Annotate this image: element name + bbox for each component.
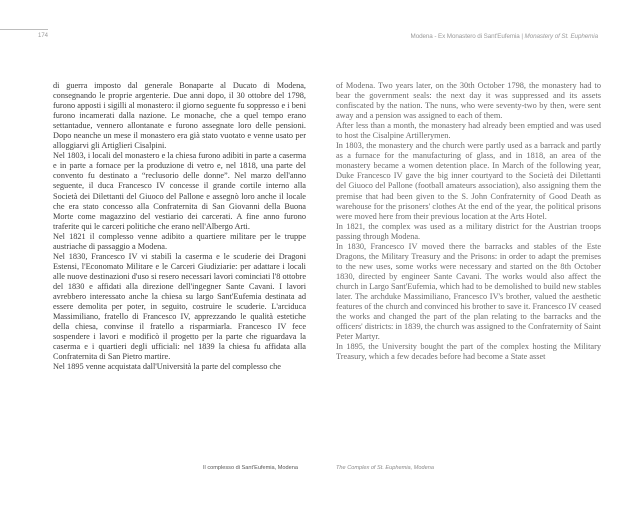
paragraph: Nel 1830, Francesco IV vi stabilì la caserma e le scuderie dei Dragoni Estensi, l'Economato Militare e le Carceri Giudiziarie: per adattare i locali alle nuove destinazioni d'uso si resero necessari lavori cominciati l'8 ottobre del 1830 e affidati alla direzione dell'ingegner Sante Cavani. I lavori avrebbero interessato anche la chiesa su largo Sant'Eufemia destinata ad essere demolita per poter, in seguito, costruire le scuderie. L'arciduca Massimiliano, fratello di Francesco IV, apprezzando le qualità estetiche della chiesa, convinse il fratello a risparmiarla. Francesco IV fece sospendere i lavori e modificò il progetto per la parte che riguardava la caserma e i quartieri degli ufficiali: nel 1839 la chiesa fu affidata alla Confraternita di San Pietro martire. (53, 251, 306, 362)
running-head-english: Monastery of St. Euphemia (524, 33, 598, 40)
footer-english: The Complex of St. Euphemia, Modena (336, 465, 434, 471)
paragraph: In 1830, Francesco IV moved there the barracks and stables of the Este Dragons, the Military Treasury and the Prisons: in order to adapt the premises to the new uses, some works were necessary and started on the 8th October 1830, directed by engineer Sante Cavani. The works would also affect the church in Largo Sant'Eufemia, which had to be demolished to build new stables later. The archduke Massimiliano, Francesco IV's brother, valued the aesthetic features of the church and convinced his brother to save it. Francesco IV ceased the works and changed the part of the plan relating to the barracks and the officers' districts: in 1839, the church was assigned to the Confraternity of Saint Peter Martyr. (336, 241, 601, 342)
paragraph: In 1821, the complex was used as a military district for the Austrian troops passing through Modena. (336, 221, 601, 241)
paragraph: After less than a month, the monastery had already been emptied and was used to host the Cisalpine Artillerymen. (336, 121, 601, 141)
paragraph: Nel 1821 il complesso venne adibito a quartiere militare per le truppe austriache di passaggio a Modena. (53, 231, 306, 251)
running-head-italian: Modena - Ex Monastero di Sant'Eufemia | (410, 33, 525, 40)
italian-text-column (53, 81, 306, 372)
paragraph: of Modena. Two years later, on the 30th October 1798, the monastery had to bear the government seals: the next day it was suppressed and its assets confiscated by the nation. The nuns, who were seventy-two by then, were sent away and a pension was assigned to each of them. (336, 81, 601, 121)
running-head (411, 33, 598, 40)
paragraph: di guerra imposto dal generale Bonaparte al Ducato di Modena, consegnando le proprie argenterie. Due anni dopo, il 30 ottobre del 1798, furono apposti i sigilli al monastero: il giorno seguente fu soppresso e i beni furono incamerati dalla nazione. Le monache, che a quel tempo erano settantadue, vennero allontanate e furono assegnate loro delle pensioni. Dopo neanche un mese il monastero era già stato vuotato e venne usato per alloggiarvi gli Artiglieri Cisalpini. (53, 81, 306, 151)
header-rule (0, 29, 48, 30)
paragraph: Nel 1803, i locali del monastero e la chiesa furono adibiti in parte a caserma e in parte a fornace per la produzione di vetro e, nel 1818, una parte del convento fu destinato a “reclusorio delle donne”. Nel marzo dell'anno seguente, il duca Francesco IV concesse il grande cortile interno alla Società dei Dilettanti del Giuoco del Pallone e assegnò loro anche il locale che era stato concesso alla Confraternita di San Giovanni della Buona Morte come magazzino del vestiario dei carcerati. A fine anno furono traferite qui le carceri politiche che erano nell'Albergo Arti. (53, 151, 306, 231)
page-number: 174 (37, 33, 48, 39)
english-text-column (336, 81, 601, 362)
paragraph: In 1803, the monastery and the church were partly used as a barrack and partly as a furnace for the manufacturing of glass, and in 1818, an area of the monastery became a women detention place. In March of the following year, Duke Francesco IV gave the big inner courtyard to the Società dei Dilettanti del Giuoco del Pallone (football amateurs association), also assigning them the premise that had been given to the S. John Confraternity of Good Death as warehouse for the prisoners' clothes At the end of the year, the political prisons were moved here from their previous location at the Arts Hotel. (336, 141, 601, 221)
paragraph: In 1895, the University bought the part of the complex hosting the Military Treasury, which a few decades before had become a State asset (336, 342, 601, 362)
paragraph: Nel 1895 venne acquistata dall'Università la parte del complesso che (53, 362, 281, 372)
footer-italian: Il complesso di Sant'Eufemia, Modena (203, 465, 298, 471)
